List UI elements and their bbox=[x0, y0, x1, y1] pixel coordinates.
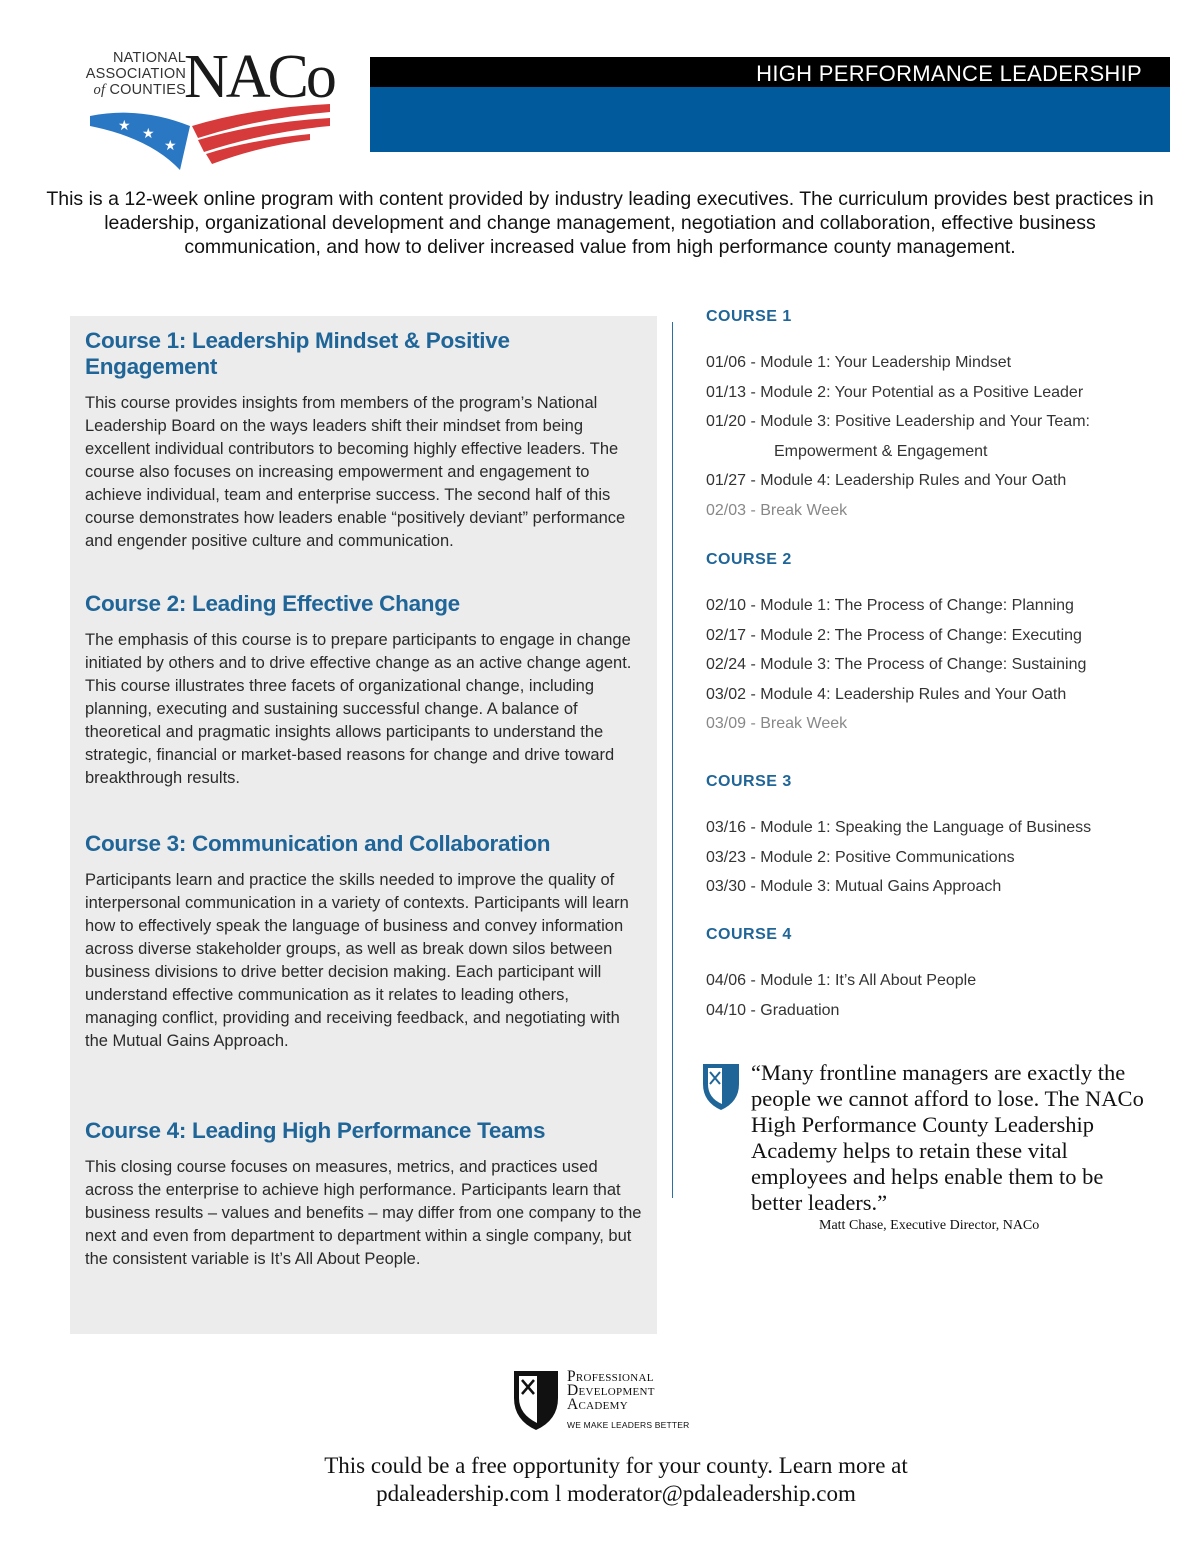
course-description: The emphasis of this course is to prepare participants to engage in change initiated by others and to drive effective change as an active change agent. This course illustrates three facets of organizational change, including planning, executing and sustaining successful change. A balance of theoretical and pragmatic insights allows participants to understand the strategic, financial or market-based reasons for change and drive toward breakthrough results. bbox=[85, 631, 632, 787]
course-block bbox=[85, 1118, 645, 1271]
schedule-list bbox=[706, 348, 1166, 526]
course-block bbox=[85, 328, 645, 553]
blue-banner-band bbox=[370, 87, 1170, 152]
pda-line-2: Development bbox=[567, 1382, 655, 1399]
pda-tagline: WE MAKE LEADERS BETTER bbox=[567, 1420, 690, 1430]
schedule-break-week: 03/09 - Break Week bbox=[706, 715, 848, 733]
course-descriptions-panel bbox=[70, 316, 657, 1334]
shield-logo-icon bbox=[511, 1368, 561, 1432]
footer-line-1: This could be a free opportunity for your county. Learn more at bbox=[324, 1453, 908, 1478]
schedule-item: 03/30 - Module 3: Mutual Gains Approach bbox=[706, 878, 1002, 896]
naco-logo bbox=[80, 43, 340, 173]
schedule-item: 04/10 - Graduation bbox=[706, 1001, 840, 1019]
schedule-item: Empowerment & Engagement bbox=[774, 442, 988, 460]
naco-wordmark-small bbox=[86, 50, 186, 98]
us-flag-swoosh-icon bbox=[80, 98, 340, 173]
page-title: HIGH PERFORMANCE LEADERSHIP bbox=[756, 61, 1142, 86]
schedule-item: 01/13 - Module 2: Your Potential as a Positive Leader bbox=[706, 383, 1084, 401]
schedule-list bbox=[706, 591, 1166, 739]
pda-line-1: Professional bbox=[567, 1368, 654, 1385]
course-block bbox=[85, 831, 645, 1053]
schedule-item: 02/17 - Module 2: The Process of Change: Executing bbox=[706, 626, 1082, 644]
schedule-course-3 bbox=[706, 773, 1166, 902]
schedule-item: 02/10 - Module 1: The Process of Change: Planning bbox=[706, 597, 1074, 614]
intro-paragraph: This is a 12-week online program with content provided by industry leading executives. The curriculum provides best practices in leadership, organizational development and change management, negotiation and collaboration, effective business communication, and how to deliver increased value from high performance county management. bbox=[46, 188, 1154, 258]
course-title: Course 1: Leadership Mindset & Positive Engagement bbox=[85, 328, 510, 379]
testimonial-quote: “Many frontline managers are exactly the people we cannot afford to lose. The NACo High Performance County Leadership Academy helps to retain these vital employees and helps enable them to be better leaders.” bbox=[751, 1060, 1144, 1215]
pda-wordmark bbox=[567, 1370, 655, 1412]
schedule-item: 01/20 - Module 3: Positive Leadership and Your Team: bbox=[706, 413, 1090, 431]
naco-line-2: ASSOCIATION bbox=[85, 66, 186, 82]
naco-counties: COUNTIES bbox=[109, 82, 186, 98]
course-block bbox=[85, 591, 645, 790]
svg-text:★: ★ bbox=[164, 137, 177, 153]
naco-of: of bbox=[93, 82, 106, 98]
pda-line-3: Academy bbox=[567, 1396, 628, 1413]
course-description: Participants learn and practice the skills needed to improve the quality of interpersonal communication in a variety of contexts. Participants will learn how to effectively speak the language of business and convey information across diverse stakeholder groups, as well as break down silos between business divisions to drive better decision making. Each participant will understand effective communication as it relates to leading others, managing conflict, providing and receiving feedback, and negotiating with the Mutual Gains Approach. bbox=[85, 871, 629, 1050]
svg-text:★: ★ bbox=[118, 117, 131, 133]
title-banner bbox=[370, 57, 1170, 87]
schedule-list bbox=[706, 813, 1166, 902]
schedule-item: 01/27 - Module 4: Leadership Rules and Your Oath bbox=[706, 472, 1067, 490]
schedule-course-1 bbox=[706, 308, 1166, 526]
schedule-heading: COURSE 4 bbox=[706, 926, 792, 943]
footer bbox=[200, 1452, 1032, 1508]
schedule-item: 02/24 - Module 3: The Process of Change: Sustaining bbox=[706, 656, 1087, 674]
schedule-break-week: 02/03 - Break Week bbox=[706, 501, 848, 519]
schedule-heading: COURSE 1 bbox=[706, 308, 792, 325]
footer-contact-links: pdaleadership.com l moderator@pdaleadership.com bbox=[376, 1481, 856, 1506]
schedule-heading: COURSE 3 bbox=[706, 773, 792, 790]
schedule-item: 01/06 - Module 1: Your Leadership Mindset bbox=[706, 354, 1012, 371]
course-title: Course 2: Leading Effective Change bbox=[85, 591, 460, 616]
course-description: This course provides insights from members of the program’s National Leadership Board on the ways leaders shift their mindset from being excellent individual contributors to becoming highly effective leaders. The course also focuses on increasing empowerment and engagement to achieve individual, team and enterprise success. The second half of this course demonstrates how leaders enable “positively deviant” performance and engender positive culture and communication. bbox=[85, 394, 626, 550]
schedule-list bbox=[706, 966, 1166, 1025]
schedule-course-2 bbox=[706, 551, 1166, 739]
column-divider bbox=[672, 322, 673, 1198]
naco-line-1: NATIONAL bbox=[112, 50, 186, 66]
schedule-item: 03/16 - Module 1: Speaking the Language of Business bbox=[706, 819, 1092, 836]
course-title: Course 3: Communication and Collaboration bbox=[85, 831, 551, 856]
course-title: Course 4: Leading High Performance Teams bbox=[85, 1118, 546, 1143]
quote-attribution: Matt Chase, Executive Director, NACo bbox=[819, 1218, 1040, 1233]
shield-icon bbox=[700, 1060, 742, 1112]
schedule-item: 03/02 - Module 4: Leadership Rules and Your Oath bbox=[706, 685, 1067, 703]
course-description: This closing course focuses on measures, metrics, and practices used across the enterprise to achieve high performance. Participants learn that business results – values and benefits – may differ from one company to the next and even from department to department within a single company, but the consistent variable is It’s All About People. bbox=[85, 1158, 642, 1268]
naco-line-3 bbox=[86, 82, 186, 98]
schedule-item: 03/23 - Module 2: Positive Communications bbox=[706, 848, 1015, 866]
naco-acronym: NACo bbox=[184, 43, 334, 111]
schedule-item: 04/06 - Module 1: It’s All About People bbox=[706, 972, 977, 989]
pda-logo bbox=[511, 1368, 691, 1434]
svg-text:★: ★ bbox=[142, 125, 155, 141]
schedule-course-4 bbox=[706, 926, 1166, 1025]
schedule-heading: COURSE 2 bbox=[706, 551, 792, 568]
